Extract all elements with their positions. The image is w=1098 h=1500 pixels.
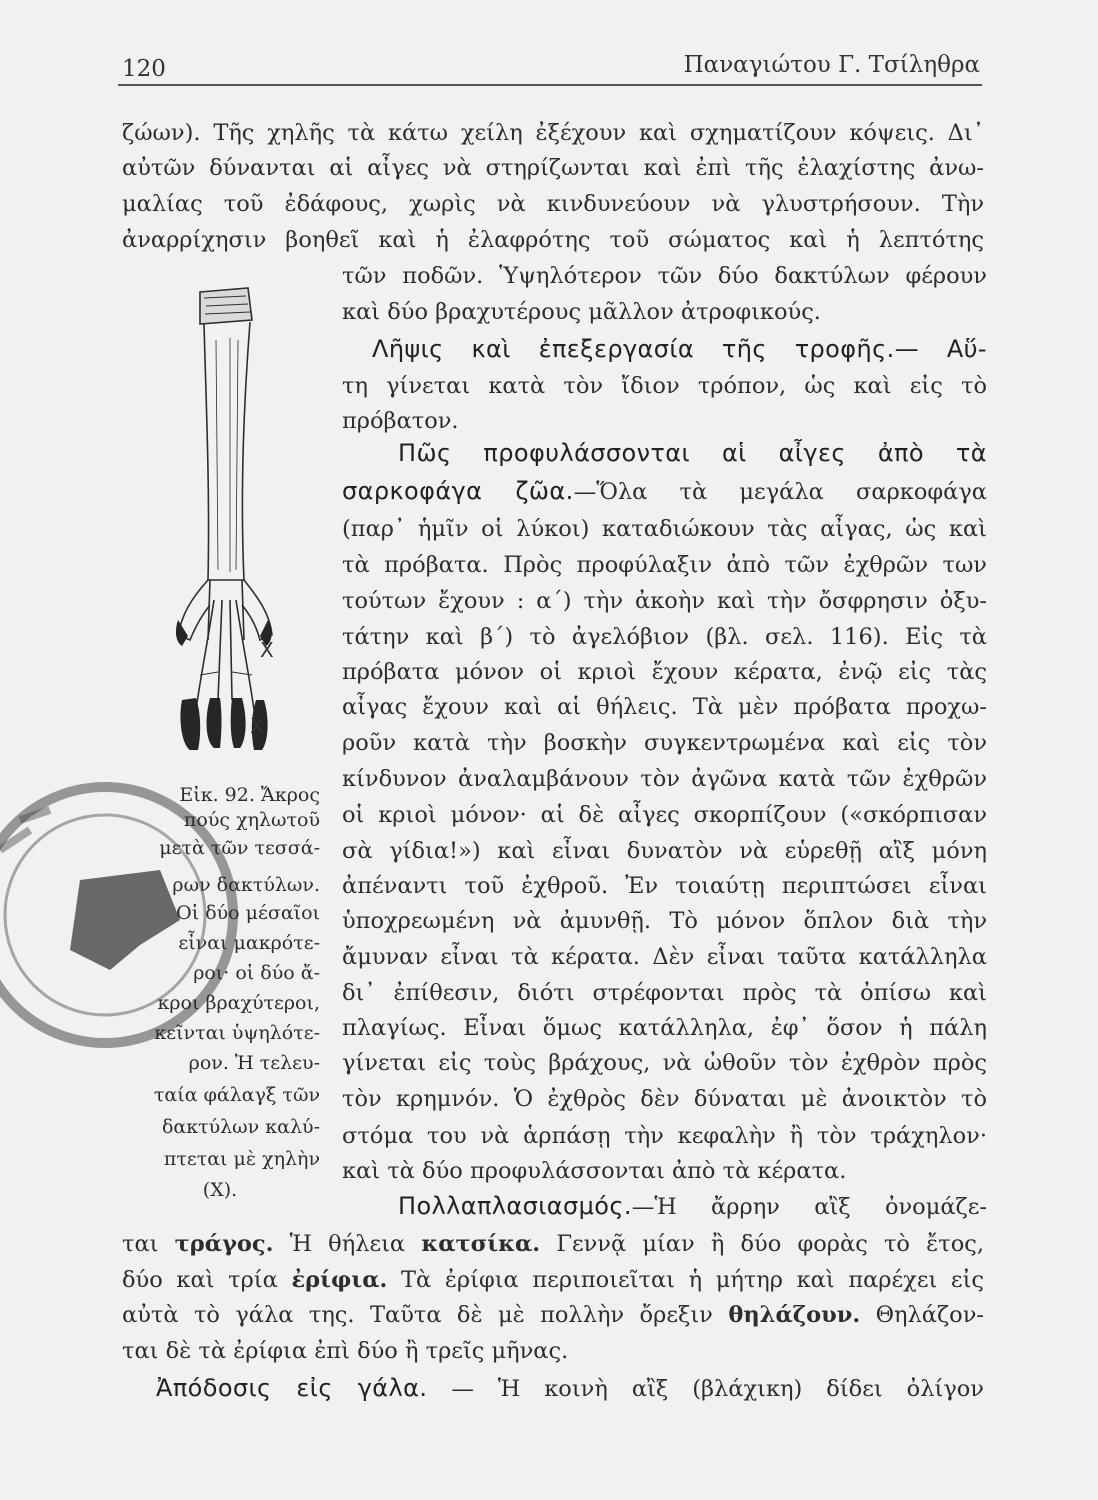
text-line: κίνδυνον ἀναλαμβάνουν τὸν ἀγῶνα κατὰ τῶν ἐχθρῶν — [342, 766, 987, 792]
term-katsika: κατσίκα. — [421, 1231, 541, 1257]
text-line: ροῦν κατὰ τὴν βοσκὴν συγκεντρωμένα καὶ εἰς τὸν — [342, 730, 987, 756]
text-line: στόμα του νὰ ἁρπάσῃ τὴν κεφαλὴν ἢ τὸν τράχηλον· — [342, 1123, 987, 1149]
section-heading-reproduction: Πολλαπλασιασμός. — [398, 1192, 632, 1220]
hoof-marker: Χ — [250, 714, 264, 738]
text-fragment: Γεννᾷ μίαν ἢ δύο φορὰς τὸ ἔτος, — [540, 1231, 984, 1257]
section-heading-protection: Πῶς προφυλάσσονται αἱ αἶγες ἀπὸ τὰ — [398, 439, 987, 467]
text-fragment: ται — [122, 1231, 175, 1257]
text-line: σὰ γίδια!») καὶ εἶναι δυνατὸν νὰ εὑρεθῇ αἲξ μόνη — [342, 838, 987, 864]
text-line: (παρ᾿ ἡμῖν οἱ λύκοι) καταδιώκουν τὰς αἶγας, ὡς καὶ — [342, 516, 987, 542]
text-line: ζώων). Τῆς χηλῆς τὰ κάτω χείλη ἐξέχουν καὶ σχηματίζουν κόψεις. Δι᾿ — [122, 120, 984, 146]
text-line: τούτων ἔχουν : α΄) τὴν ἀκοὴν καὶ τὴν ὄσφρησιν ὀξυ- — [342, 588, 987, 614]
text-line: καὶ τὰ δύο προφυλάσσονται ἀπὸ τὰ κέρατα. — [342, 1158, 847, 1184]
term-erifia: ἐρίφια. — [291, 1267, 388, 1293]
text-fragment: —Ἡ ἄρρην αἲξ ὀνομάζε- — [631, 1194, 987, 1220]
text-line: καὶ δύο βραχυτέρους μᾶλλον ἀτροφικούς. — [342, 299, 821, 325]
text-line-with-heading — [342, 476, 987, 507]
term-tragos: τράγος. — [174, 1231, 274, 1257]
text-line: ἀναρρίχησιν βοηθεῖ καὶ ἡ ἐλαφρότης τοῦ σώματος καὶ ἡ λεπτότης — [122, 227, 984, 253]
text-line: τὸν κρημνόν. Ὁ ἐχθρὸς δὲν δύναται μὲ ἀνοικτὸν τὸ — [342, 1086, 987, 1112]
running-head: Παναγιώτου Γ. Τσίληθρα — [683, 52, 980, 78]
text-line — [122, 1300, 984, 1330]
header-rule — [118, 84, 982, 86]
figure-caption-line: δακτύλων καλύ- — [161, 1116, 320, 1138]
text-line — [122, 1229, 984, 1259]
figure-caption-line: κεῖνται ὑψηλότε- — [154, 1022, 320, 1044]
text-fragment: — Ἡ κοινὴ αἲξ (βλάχικη) δίδει ὀλίγον — [427, 1376, 984, 1402]
text-fragment: δύο καὶ τρία — [122, 1267, 292, 1293]
text-line: τὰ πρόβατα. Πρὸς προφύλαξιν ἀπὸ τῶν ἐχθρῶν των — [342, 552, 987, 578]
figure-caption-line: ροι· οἱ δύο ἄ- — [193, 962, 320, 984]
figure-caption-line: Εἰκ. 92. Ἄκρος — [179, 784, 320, 806]
text-line: αὐτῶν δύνανται αἱ αἶγες νὰ στηρίζωνται καὶ ἐπὶ τῆς ἐλαχίστης ἀνω- — [122, 155, 984, 181]
text-fragment: Ἡ θήλεια — [273, 1231, 422, 1257]
page-header — [118, 42, 980, 82]
text-line-with-heading — [398, 1191, 987, 1222]
dewclaw-marker: Χ — [260, 638, 274, 662]
text-line: οἱ κριοὶ μόνον· αἱ δὲ αἶγες σκορπίζουν («σκόρπισαν — [342, 802, 987, 828]
text-line: γίνεται εἰς τοὺς βράχους, νὰ ὠθοῦν τὸν ἐχθρὸν πρὸς — [342, 1050, 987, 1076]
figure-caption-line: ταία φάλαγξ τῶν — [153, 1084, 320, 1106]
text-fragment: Θηλάζον- — [860, 1302, 984, 1328]
figure-caption-line: κροι βραχύτεροι, — [157, 992, 320, 1014]
text-fragment: —Ὅλα τὰ μεγάλα σαρκοφάγα — [573, 479, 988, 505]
figure-caption-line: μετὰ τῶν τεσσά- — [159, 837, 320, 859]
text-fragment: Τὰ ἐρίφια περιποιεῖται ἡ μήτηρ καὶ παρέχει εἰς — [387, 1267, 985, 1293]
text-line: τῶν ποδῶν. Ὑψηλότερον τῶν δύο δακτύλων φέρουν — [342, 263, 987, 289]
section-heading-food: Λῆψις καὶ ἐπεξεργασία τῆς τροφῆς.— Αὕ- — [372, 335, 987, 363]
text-line: τάτην καὶ β΄) τὸ ἀγελόβιον (βλ. σελ. 116). Εἰς τὰ — [342, 624, 987, 650]
page-number: 120 — [122, 56, 166, 82]
section-heading-protection-cont: σαρκοφάγα ζῶα. — [342, 477, 574, 505]
text-line: δι᾿ ἐπίθεσιν, διότι στρέφονται πρὸς τὰ ὀπίσω καὶ — [342, 980, 987, 1006]
term-thilazoun: θηλάζουν. — [728, 1302, 861, 1328]
figure-caption-line: πτεται μὲ χηλὴν — [163, 1148, 320, 1170]
text-line-with-heading — [156, 1373, 984, 1404]
text-line: τη γίνεται κατὰ τὸν ἴδιον τρόπον, ὡς καὶ εἰς τὸ — [342, 373, 987, 399]
text-line: πρόβατον. — [342, 408, 459, 434]
text-line: αἶγας ἔχουν καὶ αἱ θήλεις. Τὰ μὲν πρόβατα προχω- — [342, 694, 987, 720]
figure-caption-line: Οἱ δύο μέσαῖοι — [176, 902, 320, 924]
figure-caption-line: ρων δακτύλων. — [172, 874, 320, 896]
section-heading-milk-yield: Ἀπόδοσις εἰς γάλα. — [156, 1374, 428, 1402]
text-line — [122, 1265, 984, 1295]
text-line: πρόβατα μόνον οἱ κριοὶ ἔχουν κέρατα, ἐνῷ εἰς τὰς — [342, 659, 987, 685]
figure-caption-line: πούς χηλωτοῦ — [183, 809, 320, 831]
goat-foot-illustration — [160, 280, 290, 760]
text-line: ὑποχρεωμένη νὰ ἀμυνθῇ. Τὸ μόνον ὅπλον διὰ τὴν — [342, 908, 987, 934]
figure-caption-line: (Χ). — [202, 1179, 238, 1201]
text-fragment: αὐτὰ τὸ γάλα της. Ταῦτα δὲ μὲ πολλὴν ὄρεξιν — [122, 1302, 713, 1328]
text-line: πλαγίως. Εἶναι ὅμως κατάλληλα, ἐφ᾿ ὅσον ἡ πάλη — [342, 1015, 987, 1041]
text-line: ἀπέναντι τοῦ ἐχθροῦ. Ἐν τοιαύτῃ περιπτώσει εἶναι — [342, 873, 987, 899]
figure-caption-line: εἶναι μακρότε- — [178, 932, 320, 954]
text-line: ται δὲ τὰ ἐρίφια ἐπὶ δύο ἢ τρεῖς μῆνας. — [122, 1338, 569, 1364]
figure-caption-line: ρον. Ἡ τελευ- — [188, 1052, 320, 1074]
text-line: ἄμυναν εἶναι τὰ κέρατα. Δὲν εἶναι ταῦτα κατάλληλα — [342, 944, 987, 970]
text-line: μαλίας τοῦ ἐδάφους, χωρὶς νὰ κινδυνεύουν νὰ γλυστρήσουν. Τὴν — [122, 191, 984, 217]
